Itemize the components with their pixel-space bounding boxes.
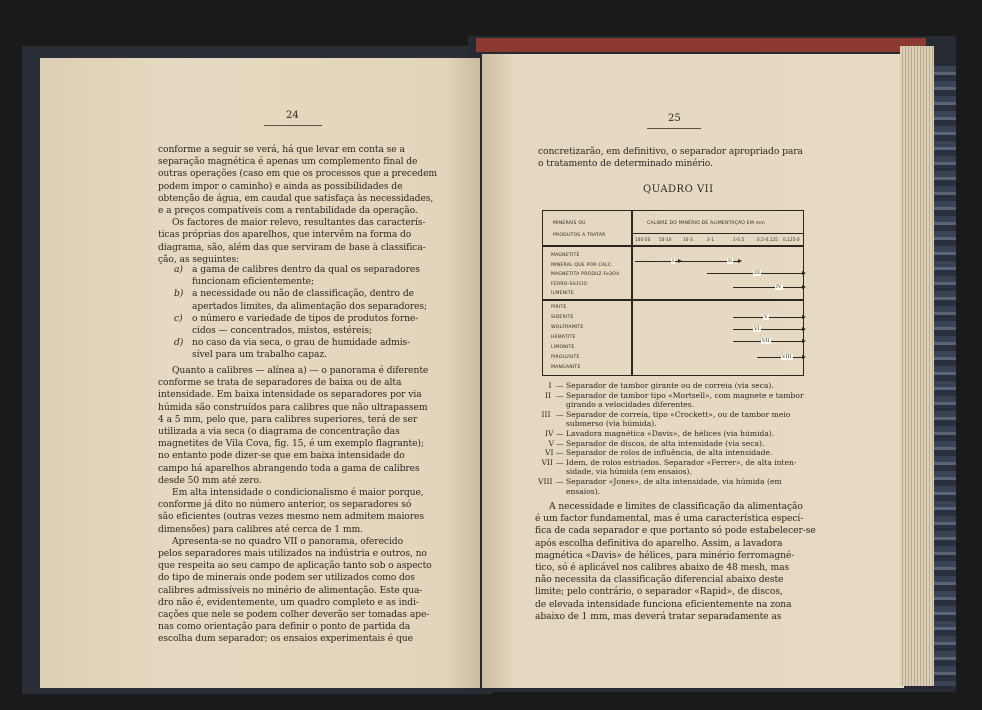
- separator-roman-label: VII: [762, 338, 770, 344]
- text-line: abaixo de 1 mm, mas deverá tratar separadamente as: [535, 610, 782, 622]
- text-line: conforme a seguir se verá, há que levar em conta se a: [158, 144, 405, 155]
- legend-text: girando a velocidades diferentes.: [566, 400, 695, 410]
- text-line: dimensões) para calibres até cerca de 1 mm.: [158, 523, 363, 535]
- legend-numeral: V: [548, 438, 554, 448]
- range-cell: 0,5-0,125: [757, 237, 779, 242]
- list-marker: d): [174, 337, 184, 349]
- text-line: nas como orientação para definir o ponto de partida da: [158, 621, 411, 633]
- range-cell: 10-3: [683, 237, 693, 242]
- separator-range-arrow: [733, 329, 803, 330]
- legend-text: — Separador de correia, tipo «Crockett», ou de tambor meio: [556, 409, 791, 419]
- separator-roman-label: III: [754, 270, 760, 276]
- separator-range-arrow: [757, 357, 803, 358]
- mineral-name: MAGNETITE: [551, 253, 580, 258]
- legend-text: — Separador de discos, de alta intensidade (via seca).: [556, 438, 765, 448]
- text-line: conforme já dito no número anterior, os separadores só: [158, 499, 412, 511]
- text-line: após escolha definitiva do aparelho. Assim, a lavadora: [535, 537, 783, 549]
- left-page-number-rule: [264, 125, 322, 126]
- text-line: utilizada a via seca (o diagrama de concentração das: [158, 426, 400, 437]
- text-line: ticas próprias dos aparelhos, que intervêm na forma do: [158, 229, 412, 241]
- text-line: pelos separadores mais utilizados na indústria e outros, no: [158, 548, 427, 559]
- page-stack-edge: [900, 46, 934, 686]
- mineral-name: MINERAL QUE POR CALC.: [551, 262, 613, 268]
- legend-text: — Lavadora magnética «Davis», de hélices (via húmida).: [556, 429, 775, 438]
- right-page-number-rule: [647, 128, 701, 129]
- text-line: magnetites de Vila Cova, fig. 15, é um exemplo flagrante);: [158, 438, 424, 450]
- text-line: 4 a 5 mm, pelo que, para calibres superiores, terá de ser: [158, 413, 418, 425]
- text-line: calibres admissíveis no minério de alimentação. Este qua-: [158, 584, 423, 596]
- legend-text: — Separador de tambor tipo «Mortsell», com magnete e tambor: [556, 390, 804, 400]
- list-item-text: apertados limites, da alimentação dos separadores;: [192, 300, 428, 312]
- range-cell: 1-0,5: [733, 237, 745, 242]
- separator-roman-label: IV: [776, 284, 782, 290]
- text-line: Apresenta-se no quadro VII o panorama, oferecido: [172, 535, 403, 547]
- list-item-text: a necessidade ou não de classificação, dentro de: [192, 288, 414, 300]
- mineral-name: SIDERITE: [551, 315, 574, 320]
- legend-numeral: II: [545, 390, 551, 400]
- legend-text: — Idem, de rolos estriados. Separador «Ferrer», de alta inten-: [556, 457, 797, 467]
- legend-text: — Separador de rolos de influência, de alta intensidade.: [556, 448, 773, 458]
- legend-numeral: VII: [541, 457, 553, 467]
- list-item-text: cidos — concentrados, mistos, estéreis;: [192, 325, 372, 336]
- text-line: e a preços compatíveis com a rentabilidade da operação.: [158, 205, 418, 216]
- text-line: fica de cada separador e que portanto só pode estabelecer-se: [535, 525, 816, 537]
- legend-text: submerso (via húmida).: [566, 419, 657, 429]
- separator-roman-label: VI: [754, 326, 760, 332]
- right-page-number: 25: [668, 113, 681, 124]
- page-edge-red: [476, 38, 926, 52]
- range-cell: 50-10: [659, 237, 672, 242]
- text-line: que respeita ao seu campo de aplicação tanto sob o aspecto: [158, 560, 432, 572]
- list-marker: c): [174, 312, 183, 324]
- mineral-name: HEMATITE: [551, 335, 576, 340]
- legend-text: — Separador «Jones», de alta intensidade, via húmida (em: [556, 477, 782, 486]
- text-line: escolha dum separador; os ensaios experimentais é que: [158, 633, 413, 645]
- table-head-left-2: PRODUTOS A TRATAR: [553, 233, 606, 238]
- quadro-vii-table: [542, 210, 804, 376]
- list-item-text: sível para um trabalho capaz.: [192, 349, 327, 361]
- mineral-name: FERRO-SILÍCIO: [551, 281, 588, 287]
- text-line: dro não é, evidentemente, um quadro completo e as indi-: [158, 596, 419, 608]
- range-cell: 3-1: [707, 237, 715, 242]
- text-line: diagrama, são, além das que serviram de base à classifica-: [158, 241, 426, 253]
- text-line: Os factores de maior relevo, resultantes das caracterís-: [172, 217, 426, 229]
- mineral-name: MAGNETITA PRODUZ Fe3O4: [551, 272, 620, 277]
- legend-text: sidade, via húmida (em ensaios).: [566, 467, 692, 477]
- table-title: QUADRO VII: [643, 184, 714, 195]
- text-line: não necessita da classificação diferencial abaixo deste: [535, 574, 784, 586]
- text-line: limite; pelo contrário, o separador «Rapid», de discos,: [535, 586, 783, 598]
- separator-roman-label: VIII: [782, 354, 792, 360]
- mineral-name: ILMENITE: [551, 291, 574, 296]
- list-marker: a): [174, 264, 183, 275]
- table-head-right: CALIBRE DO MINÉRIO DE ALIMENTAÇÃO EM mm: [647, 221, 766, 226]
- text-line: intensidade. Em baixa intensidade os separadores por via: [158, 389, 422, 401]
- text-line: do tipo de minerais onde podem ser utilizados como dos: [158, 572, 415, 584]
- text-line: Quanto a calibres — alínea a) — o panorama é diferente: [172, 365, 429, 376]
- text-line: é um factor fundamental, mas é uma característica especí-: [535, 513, 804, 525]
- text-line: conforme se trata de separadores de baixa ou de alta: [158, 377, 402, 389]
- text-line: concretizarão, em definitivo, o separador apropriado para: [538, 146, 803, 157]
- text-line: separação magnética é apenas um complemento final de: [158, 156, 418, 168]
- text-line: obtenção de água, em caudal que satisfaça às necessidades,: [158, 192, 434, 204]
- separator-roman-label: II: [728, 258, 732, 264]
- left-page-number: 24: [286, 110, 299, 121]
- text-line: tico, só é aplicável nos calibres abaixo de 48 mesh, mas: [535, 562, 790, 573]
- text-line: cações que nele se podem colher deverão ser tomadas ape-: [158, 609, 430, 620]
- separator-range-arrow: [733, 287, 803, 288]
- mineral-name: PIROLUSITE: [551, 355, 580, 360]
- text-line: no entanto pode dizer-se que em baixa intensidade do: [158, 450, 405, 462]
- text-line: podem impor o caminho) e ainda as possibilidades de: [158, 180, 403, 192]
- separator-roman-label: I: [672, 258, 674, 264]
- table-head-left-1: MINERAIS OU: [553, 221, 586, 226]
- text-line: A necessidade e limites de classificação da alimentação: [549, 501, 803, 512]
- list-item-text: funcionam eficientemente;: [192, 276, 315, 288]
- range-cell: 100-50: [635, 237, 651, 242]
- text-line: desde 50 mm até zero.: [158, 474, 262, 486]
- list-item-text: a gama de calibres dentro da qual os separadores: [192, 264, 420, 275]
- legend-numeral: I: [548, 381, 552, 390]
- text-line: de elevada intensidade funciona eficientemente na zona: [535, 598, 792, 610]
- text-line: magnética «Davis» de hélices, para minério ferromagné-: [535, 549, 795, 561]
- legend-numeral: III: [541, 409, 551, 419]
- mineral-name: PIRITE: [551, 305, 567, 310]
- range-cell: 0,125-0: [783, 237, 800, 242]
- mineral-name: LIMONITE: [551, 345, 575, 350]
- mineral-name: MANGANITE: [551, 365, 581, 370]
- separator-roman-label: V: [764, 314, 768, 320]
- legend-numeral: VI: [545, 448, 554, 458]
- text-line: outras operações (caso em que os processos que a precedem: [158, 168, 438, 180]
- text-line: húmida são construídos para calibres que não ultrapassem: [158, 401, 428, 413]
- legend-text: — Separador de tambor girante ou de correia (via seca).: [556, 381, 774, 390]
- text-line: Em alta intensidade o condicionalismo é maior porque,: [172, 487, 424, 498]
- list-item-text: o número e variedade de tipos de produtos forne-: [192, 312, 419, 324]
- text-line: ção, as seguintes:: [158, 253, 240, 265]
- text-line: o tratamento de determinado minério.: [538, 158, 713, 170]
- mineral-name: WOLFRAMITE: [551, 325, 584, 330]
- legend-numeral: VIII: [538, 477, 553, 486]
- text-line: são eficientes (outras vezes mesmo nem admitem maiores: [158, 511, 424, 523]
- text-line: campo há aparelhos abrangendo toda a gama de calibres: [158, 462, 420, 474]
- list-marker: b): [174, 288, 184, 300]
- legend-numeral: IV: [545, 429, 554, 438]
- list-item-text: no caso da via seca, o grau de humidade admis-: [192, 337, 411, 349]
- legend-text: ensaios).: [566, 486, 601, 496]
